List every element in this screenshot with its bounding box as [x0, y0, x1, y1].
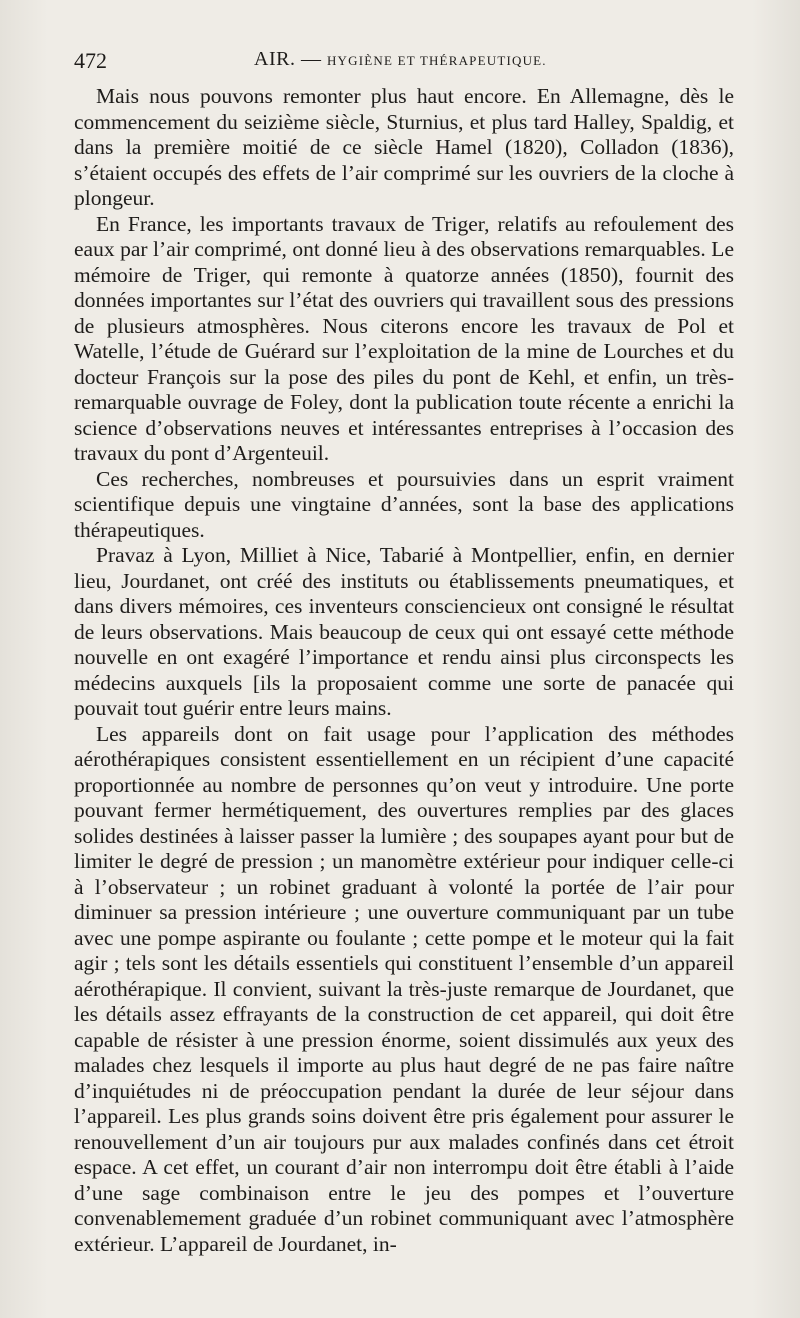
page-number: 472 [74, 48, 107, 73]
running-header [74, 48, 734, 74]
paragraph-4: Pravaz à Lyon, Milliet à Nice, Tabarié à Montpellier, enfin, en dernier lieu, Jourdanet, ont créé des instituts ou établissements pneumatiques, et dans divers mémoires, ces inventeurs consciencieux ont consigné le résultat de leurs observations. Mais beaucoup de ceux qui ont essayé cette méthode nouvelle en ont exagéré l’importance et rendu ainsi plus circonspects les médecins auxquels [ils la proposaient comme une sorte de panacée qui pouvait tout guérir entre leurs mains. [74, 543, 734, 720]
paragraph-3: Ces recherches, nombreuses et poursuivies dans un esprit vraiment scientifique depuis une vingtaine d’années, sont la base des applications thérapeutiques. [74, 466, 734, 542]
running-title [254, 48, 547, 71]
paragraph-1: Mais nous pouvons remonter plus haut encore. En Allemagne, dès le commencement du seizième siècle, Sturnius, et plus tard Halley, Spaldig, et dans la première moitié de ce siècle Hamel (1820), Colladon (1836), s’étaient occupés des effets de l’air comprimé sur les ouvriers de la cloche à plongeur. [74, 84, 734, 210]
paragraph-5: Les appareils dont on fait usage pour l’application des méthodes aérothérapiques consistent essentiellement en un récipient d’une capacité proportionnée au nombre de personnes qu’on veut y introduire. Une porte pouvant fermer hermétiquement, des ouvertures remplies par des glaces solides destinées à laisser passer la lumière ; des soupapes ayant pour but de limiter le degré de pression ; un manomètre extérieur pour indiquer celle-ci à l’observateur ; un robinet graduant à volonté la portée de l’air pour diminuer sa pression intérieure ; une ouverture communiquant par un tube avec une pompe aspirante ou foulante ; cette pompe et le moteur qui la fait agir ; tels sont les détails essentiels qui constituent l’ensemble d’un appareil aérothérapique. Il convient, suivant la très-juste remarque de Jourdanet, que les détails assez effrayants de la construction de cet appareil, qui doit être capable de résister à une pression énorme, soient dissimulés aux yeux des malades chez lesquels il importe au plus haut degré de ne pas faire naître d’inquiétudes ni de préoccupation pendant la durée de leur séjour dans l’appareil. Les plus grands soins doivent être pris également pour assurer le renouvellement d’un air toujours pur aux malades confinés dans cet étroit espace. A cet effet, un courant d’air non interrompu doit être établi à l’aide d’une sage combinaison entre le jeu des pompes et l’ouverture convenablemement graduée d’un robinet communiquant avec l’atmosphère extérieur. L’appareil de Jourdanet, in- [74, 721, 734, 1256]
running-title-main: AIR. [254, 48, 296, 70]
running-title-sub: HYGIÈNE ET THÉRAPEUTIQUE. [326, 53, 547, 68]
paragraph-2: En France, les importants travaux de Triger, relatifs au refoulement des eaux par l’air comprimé, ont donné lieu à des observations remarquables. Le mémoire de Triger, qui remonte à quatorze années (1850), fournit des données importantes sur l’état des ouvriers qui travaillent sous des pressions de plusieurs atmosphères. Nous citerons encore les travaux de Pol et Watelle, l’étude de Guérard sur l’exploitation de la mine de Lourches et du docteur François sur la pose des piles du pont de Kehl, et enfin, un très-remarquable ouvrage de Foley, dont la publication toute récente a enrichi la science d’observations neuves et intéressantes entreprises à l’occasion des travaux du pont d’Argenteuil. [74, 211, 734, 465]
running-title-dash: — [300, 48, 322, 70]
body-text [74, 84, 734, 1257]
